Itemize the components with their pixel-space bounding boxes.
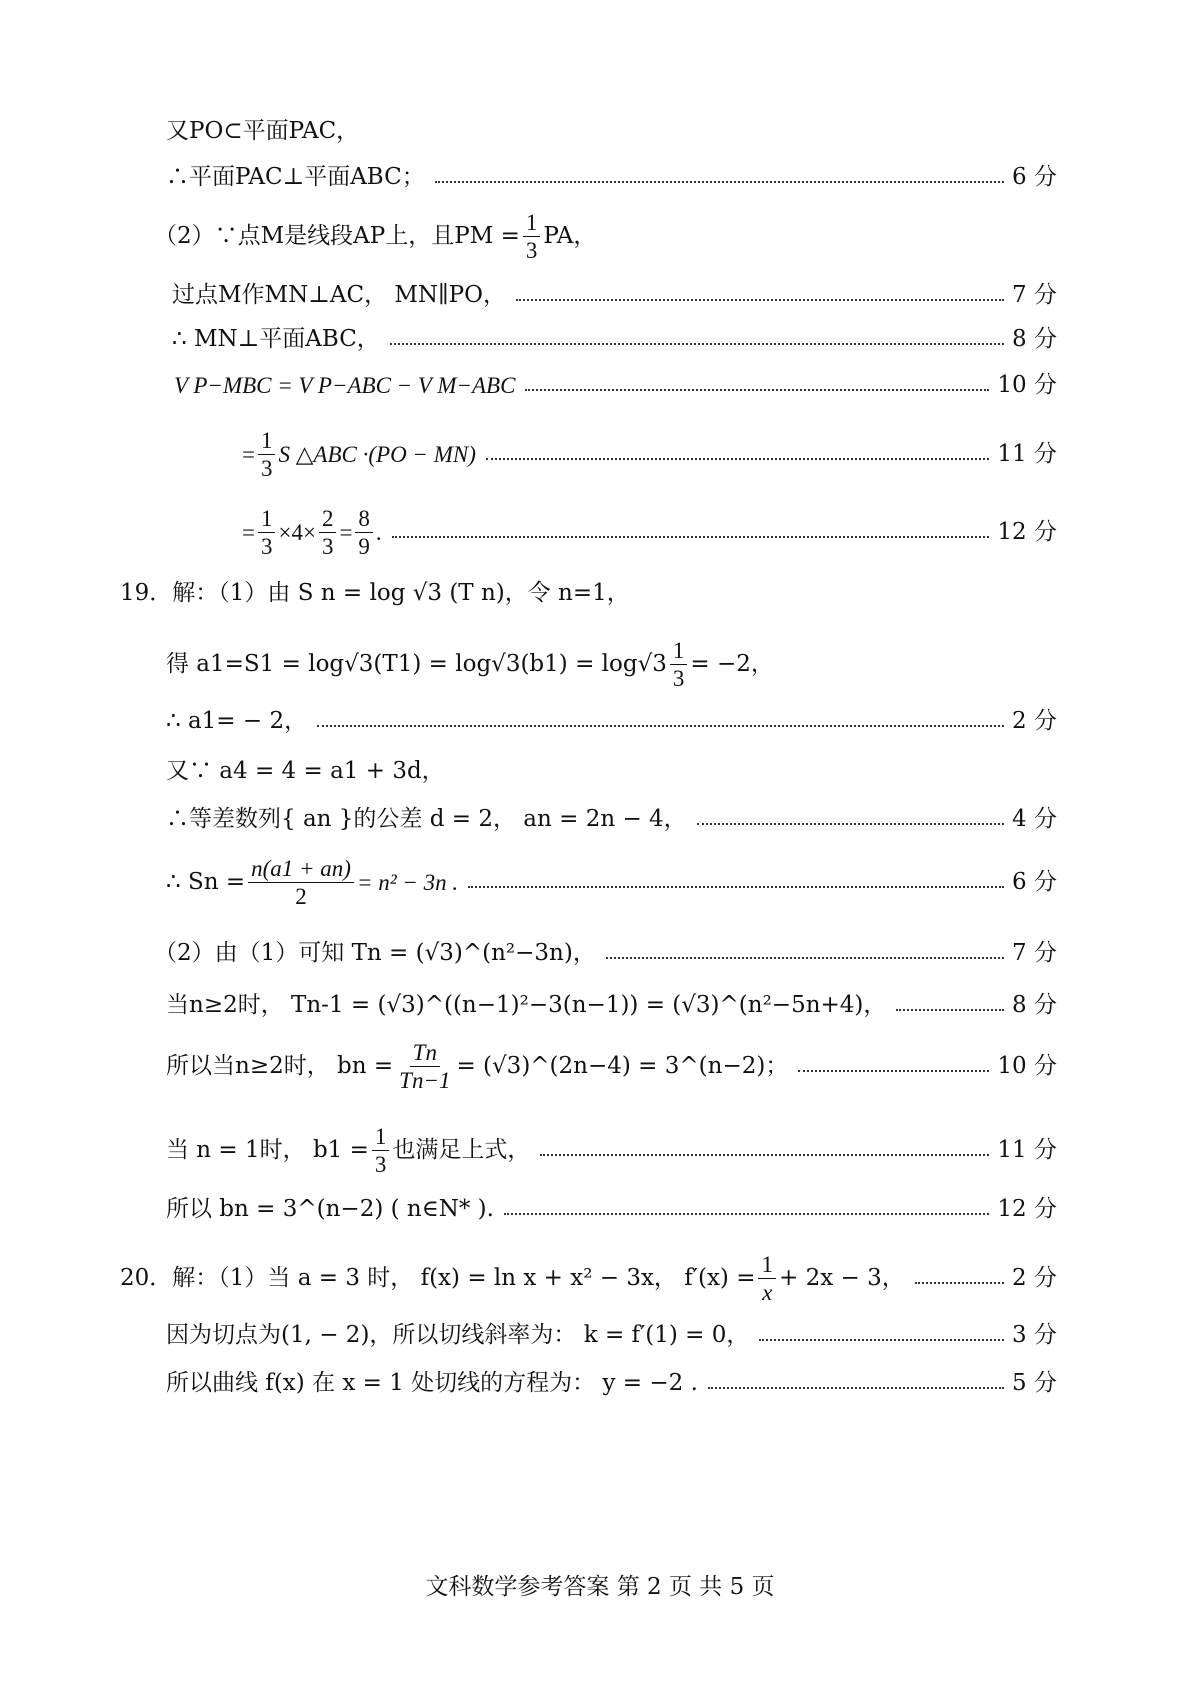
line-text: ∴等差数列{ an }的公差 d = 2， an = 2n − 4， xyxy=(166,806,687,832)
line-text-post: = −2， xyxy=(690,651,774,677)
line-text-pre: 20．解：（1）当 a = 3 时， f(x) = ln x + x² − 3x， f′(x) = xyxy=(120,1265,756,1291)
line-text-pre: = xyxy=(242,442,255,467)
line-bn-formula xyxy=(0,1040,1200,1094)
fraction-numerator: 1 xyxy=(670,638,688,665)
line-tangent-equation xyxy=(0,1370,1200,1398)
dot-leader xyxy=(896,1009,1004,1011)
dot-leader xyxy=(540,1154,989,1156)
fraction-denominator: 3 xyxy=(672,666,685,692)
fraction-denominator: x xyxy=(762,1280,773,1306)
line-text-post: = n² − 3n . xyxy=(356,870,459,895)
dot-leader xyxy=(504,1213,989,1215)
line-a4 xyxy=(0,758,1200,786)
fraction-denominator: 2 xyxy=(295,884,307,910)
dot-leader xyxy=(435,181,1004,183)
line-text: （2）由（1）可知 Tn = (√3)^(n²−3n)， xyxy=(154,940,596,966)
line-text-post: S △ABC ·(PO − MN) xyxy=(278,442,476,467)
line-text: 又PO⊂平面PAC， xyxy=(166,118,360,144)
score-label: 8 分 xyxy=(1012,992,1057,1018)
line-text: 所以 bn = 3^(n−2) ( n∈N* ). xyxy=(166,1196,494,1222)
dot-leader xyxy=(486,458,990,460)
score-label: 6 分 xyxy=(1012,164,1057,190)
line-sn-formula xyxy=(0,856,1200,910)
dot-leader xyxy=(915,1282,1004,1284)
line-text: 19．解：（1）由 S n = log √3 (T n)，令 n=1， xyxy=(120,580,630,606)
score-label: 5 分 xyxy=(1012,1370,1057,1396)
dot-leader xyxy=(697,823,1004,825)
score-label: 3 分 xyxy=(1012,1322,1057,1348)
fraction xyxy=(523,210,541,264)
dot-leader xyxy=(392,536,990,538)
fraction-denominator: 3 xyxy=(260,534,273,560)
fraction-numerator: 1 xyxy=(523,210,541,237)
line-text: ∴ a1= − 2， xyxy=(166,708,308,734)
fraction xyxy=(372,1124,390,1178)
fraction xyxy=(758,1252,776,1306)
fraction-denominator: 3 xyxy=(321,534,334,560)
score-label: 6 分 xyxy=(1012,869,1057,895)
line-text-post: PA， xyxy=(543,223,597,249)
score-label: 10 分 xyxy=(997,372,1057,398)
line-text: V P−MBC = V P−ABC − V M−ABC xyxy=(174,373,516,398)
fraction-numerator: 8 xyxy=(355,506,373,533)
line-bn-conclusion xyxy=(0,1196,1200,1224)
score-label: 2 分 xyxy=(1012,708,1057,734)
score-label: 12 分 xyxy=(997,1196,1057,1222)
dot-leader xyxy=(525,389,989,391)
score-label: 4 分 xyxy=(1012,806,1057,832)
line-volume-difference xyxy=(0,372,1200,400)
score-label: 11 分 xyxy=(997,1137,1057,1163)
line-text-eq: = xyxy=(339,520,353,545)
fraction xyxy=(258,506,276,560)
fraction xyxy=(396,1040,453,1094)
line-text-pre: 当 n = 1时， b1 = xyxy=(166,1137,369,1163)
page-footer: 文科数学参考答案 第 2 页 共 5 页 xyxy=(425,1574,775,1600)
fraction-denominator: 3 xyxy=(374,1152,387,1178)
dot-leader xyxy=(317,725,1004,727)
score-label: 7 分 xyxy=(1012,282,1057,308)
dot-leader xyxy=(390,343,1004,345)
fraction-denominator: 3 xyxy=(260,456,273,482)
fraction-numerator: n(a1 + an) xyxy=(248,856,354,883)
line-a1-derivation xyxy=(0,638,1200,692)
fraction-denominator: 3 xyxy=(525,238,538,264)
fraction-numerator: 1 xyxy=(258,428,276,455)
line-text-pre: （2）∵点M是线段AP上，且PM = xyxy=(154,223,520,249)
line-text: ∴平面PAC⊥平面ABC； xyxy=(166,164,425,190)
score-label: 8 分 xyxy=(1012,326,1057,352)
dot-leader xyxy=(708,1387,1004,1389)
fraction-denominator: Tn−1 xyxy=(399,1068,451,1094)
dot-leader xyxy=(759,1339,1004,1341)
line-n-equals-1 xyxy=(0,1124,1200,1178)
dot-leader xyxy=(516,299,1004,301)
line-text-pre: ∴ Sn = xyxy=(166,869,246,895)
line-text: 又∵ a4 = 4 = a1 + 3d， xyxy=(166,758,445,784)
line-q19-start xyxy=(0,580,1200,608)
line-text-pre: 得 a1=S1 = log√3(T1) = log√3(b1) = log√3 xyxy=(166,651,667,677)
line-text-pre: = xyxy=(242,520,255,545)
score-label: 2 分 xyxy=(1012,1265,1057,1291)
score-label: 10 分 xyxy=(997,1053,1057,1079)
line-plane-perpendicular xyxy=(0,164,1200,192)
fraction-denominator: 9 xyxy=(358,534,370,560)
fraction-numerator: 1 xyxy=(372,1124,390,1151)
line-text-post: = (√3)^(2n−4) = 3^(n−2)； xyxy=(456,1053,789,1079)
score-label: 11 分 xyxy=(997,441,1057,467)
line-text-pre: 所以当n≥2时， bn = xyxy=(166,1053,394,1079)
line-text-mid: ×4× xyxy=(278,520,316,545)
line-text: ∴ MN⊥平面ABC， xyxy=(172,326,380,352)
line-text-post: + 2x − 3， xyxy=(778,1265,905,1291)
line-text: 过点M作MN⊥AC， MN∥PO， xyxy=(172,282,507,308)
line-po-in-plane xyxy=(0,118,1200,146)
line-text: 当n≥2时， Tn-1 = (√3)^((n−1)²−3(n−1)) = (√3)^(n²−5n+4)， xyxy=(166,992,887,1018)
line-text-post: . xyxy=(375,520,382,545)
line-text: 因为切点为(1, − 2)，所以切线斜率为： k = f′(1) = 0， xyxy=(166,1322,750,1348)
score-label: 12 分 xyxy=(997,519,1057,545)
line-mn-perpendicular xyxy=(0,326,1200,354)
line-construct-mn xyxy=(0,282,1200,310)
line-q20-start xyxy=(0,1252,1200,1306)
line-text-post: 也满足上式， xyxy=(392,1137,531,1163)
fraction xyxy=(319,506,337,560)
line-tn-formula xyxy=(0,940,1200,968)
fraction-numerator: Tn xyxy=(410,1040,440,1067)
fraction xyxy=(670,638,688,692)
fraction xyxy=(248,856,354,910)
dot-leader xyxy=(798,1070,989,1072)
line-volume-result xyxy=(0,506,1200,560)
line-text: 所以曲线 f(x) 在 x = 1 处切线的方程为： y = −2 . xyxy=(166,1370,698,1396)
line-tangent-slope xyxy=(0,1322,1200,1350)
score-label: 7 分 xyxy=(1012,940,1057,966)
fraction-numerator: 1 xyxy=(758,1252,776,1279)
fraction-numerator: 1 xyxy=(258,506,276,533)
fraction-numerator: 2 xyxy=(319,506,337,533)
fraction xyxy=(355,506,373,560)
line-common-difference xyxy=(0,806,1200,834)
dot-leader xyxy=(468,886,1004,888)
line-tn-minus-1 xyxy=(0,992,1200,1020)
line-volume-formula xyxy=(0,428,1200,482)
dot-leader xyxy=(606,957,1004,959)
fraction xyxy=(258,428,276,482)
line-part2-point-m xyxy=(0,210,1200,264)
line-a1-value xyxy=(0,708,1200,736)
